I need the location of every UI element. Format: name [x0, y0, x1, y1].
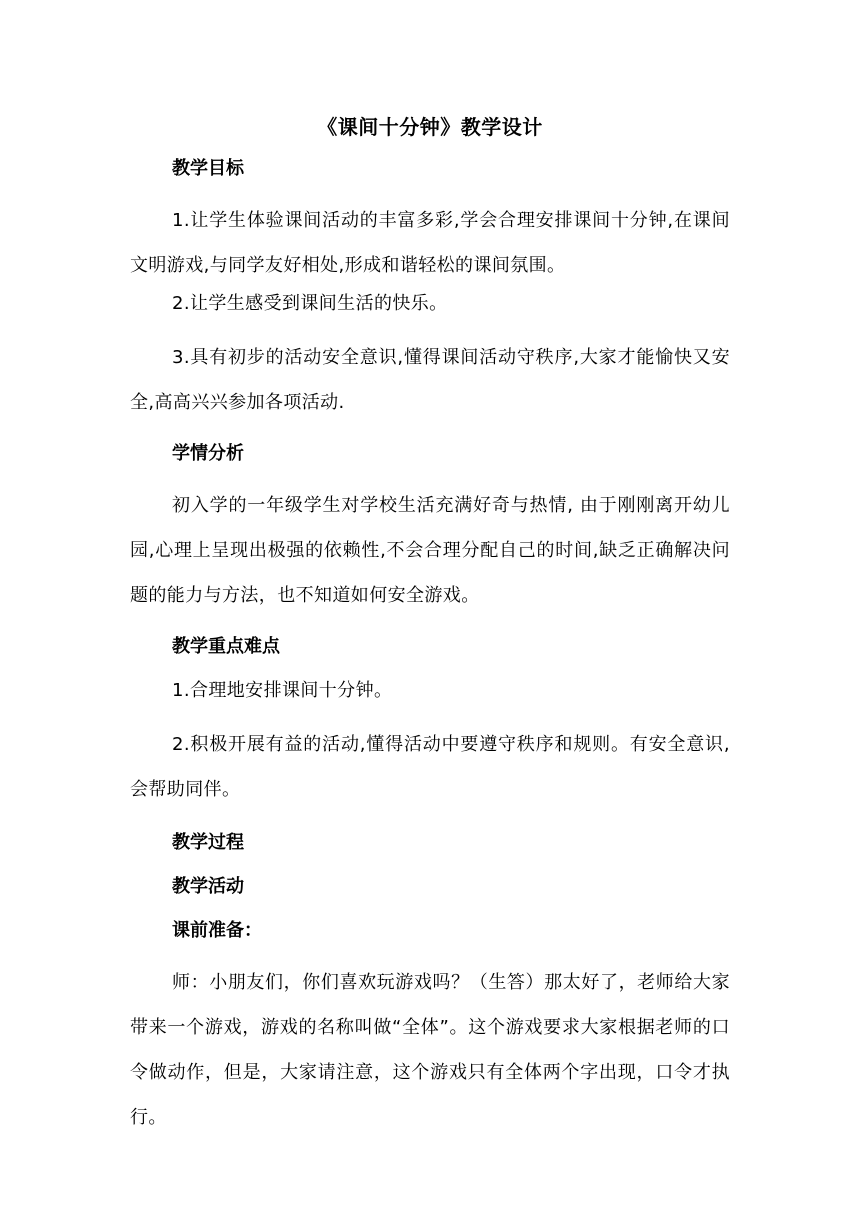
key-point-item-2: 2.积极开展有益的活动,懂得活动中要遵守秩序和规则。有安全意识,会帮助同伴。 [130, 734, 730, 800]
analysis-heading: 学情分析 [172, 443, 244, 464]
objective-item-2: 2.让学生感受到课间生活的快乐。 [172, 293, 448, 314]
document-title: 《课间十分钟》教学设计 [317, 115, 543, 139]
document-body [130, 112, 730, 1141]
process-heading: 教学过程 [172, 832, 244, 853]
objective-item-1: 1.让学生体验课间活动的丰富多彩,学会合理安排课间十分钟,在课间文明游戏,与同学友好相处,形成和谐轻松的课间氛围。 [130, 210, 730, 276]
activity-heading: 教学活动 [172, 876, 244, 897]
key-point-item-1: 1.合理地安排课间十分钟。 [172, 680, 393, 701]
objective-item-3: 3.具有初步的活动安全意识,懂得课间活动守秩序,大家才能愉快又安全,高高兴兴参加各项活动. [130, 347, 730, 413]
objectives-heading: 教学目标 [172, 158, 244, 179]
analysis-paragraph: 初入学的一年级学生对学校生活充满好奇与热情, 由于刚刚离开幼儿园,心理上呈现出极强的依赖性,不会合理分配自己的时间,缺乏正确解决问题的能力与方法，也不知道如何安全游戏。 [130, 495, 730, 606]
prep-heading: 课前准备： [172, 920, 262, 941]
prep-paragraph: 师：小朋友们，你们喜欢玩游戏吗？（生答）那太好了，老师给大家带来一个游戏，游戏的名称叫做“全体”。这个游戏要求大家根据老师的口令做动作，但是，大家请注意，这个游戏只有全体两个字出现，口令才执行。 [130, 972, 730, 1128]
key-points-heading: 教学重点难点 [172, 636, 280, 657]
